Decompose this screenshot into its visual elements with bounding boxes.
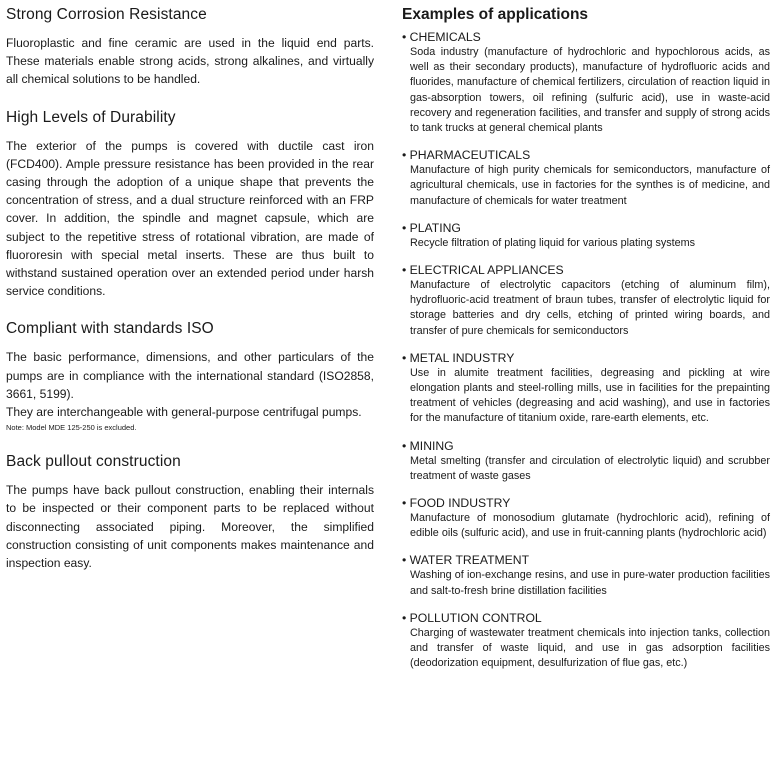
application-item-food-industry — [402, 496, 770, 541]
application-item-mining — [402, 439, 770, 484]
application-name: • WATER TREATMENT — [402, 553, 530, 568]
section-heading: Compliant with standards ISO — [6, 320, 214, 338]
application-description: Manufacture of monosodium glutamate (hydrochloric acid), refining of edible oils (sulfuric acid), and use in fruit-canning plants (hydrochloric acid) — [410, 512, 770, 540]
section-body: Fluoroplastic and fine ceramic are used in the liquid end parts. These materials enable strong acids, strong alkalines, and virtually all chemical solutions to be handled. — [6, 36, 374, 87]
application-description: Charging of wastewater treatment chemicals into injection tanks, collection and transfer of waste liquid, and use in gas adsorption facilities (deodorization equipment, desulfurization of flue gas, etc.) — [410, 626, 770, 670]
application-description: Use in alumite treatment facilities, degreasing and pickling at wire elongation plants and steel-rolling mills, use in facilities for the prepainting treatment of vehicles (degreasing and acid washing), and use in factories for the manufacture of titanium oxide, rare-earth elements, etc. — [410, 366, 770, 425]
application-name: • FOOD INDUSTRY — [402, 496, 511, 511]
section-body: The basic performance, dimensions, and other particulars of the pumps are in compliance with the international standard (ISO2858, 3661, 5199). — [6, 350, 374, 401]
section-back-pullout — [6, 452, 374, 572]
section-body: The pumps have back pullout construction, enabling their internals to be inspected or their component parts to be replaced without disconnecting associated piping. Moreover, the simplified construction consisting of unit components makes maintenance and inspection easy. — [6, 483, 374, 571]
application-name: • ELECTRICAL APPLIANCES — [402, 263, 564, 278]
application-description: Metal smelting (transfer and circulation of electrolytic liquid) and scrubber treatment of waste gases — [410, 454, 770, 482]
applications-title: Examples of applications — [402, 6, 589, 23]
application-description: Manufacture of electrolytic capacitors (etching of aluminum film), hydrofluoric-acid treatment of braun tubes, transfer of electrolytic liquid for storage batteries and dry cells, etching of printed wiring boards, and transfer of pure chemicals for semiconductors — [410, 279, 770, 337]
section-body: The exterior of the pumps is covered with ductile cast iron (FCD400). Ample pressure resistance has been provided in the rear casing through the adoption of a unique shape that prevents the concentration of stress, and a dual structure reinforced with an FRP cover. In addition, the spindle and magnet capsule, which are subject to the repetitive stress of rotational vibration, are made of fluororesin with special metal inserts. These are thus built to withstand sustained operation over an extended period under harsh service conditions. — [6, 138, 374, 299]
application-name: • MINING — [402, 438, 454, 453]
application-name: • PLATING — [402, 220, 461, 235]
right-column — [402, 5, 770, 683]
application-item-chemicals — [402, 30, 770, 136]
section-corrosion-resistance — [6, 5, 374, 89]
application-name: • PHARMACEUTICALS — [402, 148, 531, 163]
application-name: • POLLUTION CONTROL — [402, 610, 542, 625]
section-body-continued: They are interchangeable with general-purpose centrifugal pumps. — [6, 405, 362, 420]
section-heading: Strong Corrosion Resistance — [6, 6, 207, 23]
footnote: Note: Model MDE 125-250 is excluded. — [6, 423, 137, 433]
application-item-plating — [402, 221, 770, 251]
section-iso-compliance — [6, 319, 374, 433]
application-description: Washing of ion-exchange resins, and use in pure-water production facilities and salt-to-fresh brine distillation facilities — [410, 569, 770, 597]
application-item-water-treatment — [402, 553, 770, 598]
application-description: Soda industry (manufacture of hydrochloric and hypochlorous acids, as well as their secondary products), manufacture of hydrofluoric acids and fluorides, manufacture of chemical fertilizers, circulation of reaction liquid in gas-absorption towers, oil refining (sulfuric acid), use in waste-acid recovery and regeneration facilities, and transfer and supply of strong acids to tank trucks at general chemical plants — [410, 46, 770, 135]
section-durability — [6, 108, 374, 301]
application-item-metal-industry — [402, 351, 770, 427]
application-name: • METAL INDUSTRY — [402, 350, 515, 365]
section-heading: High Levels of Durability — [6, 108, 176, 126]
application-name: • CHEMICALS — [402, 30, 481, 44]
application-item-pollution-control — [402, 611, 770, 672]
application-item-pharmaceuticals — [402, 148, 770, 209]
left-column — [6, 5, 374, 572]
application-item-electrical-appliances — [402, 263, 770, 339]
section-heading: Back pullout construction — [6, 453, 181, 471]
application-description: Recycle filtration of plating liquid for various plating systems — [410, 236, 696, 249]
application-description: Manufacture of high purity chemicals for semiconductors, manufacture of agricultural chemicals, use in factories for the synthes is of medicine, and manufacture of chemicals for water treatment — [410, 164, 770, 207]
